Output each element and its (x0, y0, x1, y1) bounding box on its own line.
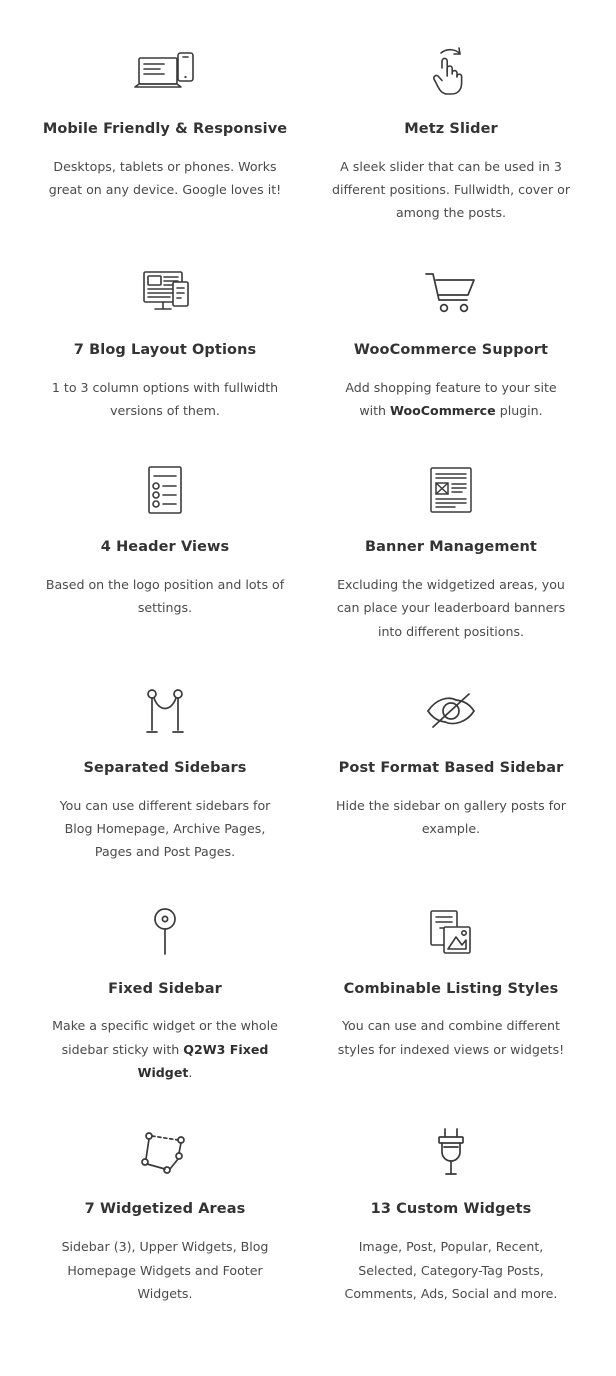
feature-item (308, 251, 594, 448)
pin-icon (147, 904, 183, 960)
feature-title: Fixed Sidebar (108, 980, 222, 997)
feature-item (308, 448, 594, 669)
feature-item (22, 669, 308, 890)
feature-title: Banner Management (365, 539, 537, 556)
feature-description: Based on the logo position and lots of settings. (45, 577, 285, 616)
feature-description: Hide the sidebar on gallery posts for example. (336, 797, 566, 837)
feature-item (22, 448, 308, 669)
blog-layout-icon (138, 265, 192, 321)
feature-title: 7 Widgetized Areas (84, 1201, 246, 1218)
feature-title: Metz Slider (404, 121, 498, 137)
feature-title: WooCommerce Support (353, 341, 549, 358)
list-view-icon (140, 462, 190, 518)
feature-item (308, 1110, 594, 1331)
desc-post: plugin. (495, 402, 543, 418)
desc-post: . (188, 1065, 193, 1081)
laptop-mobile-icon (134, 44, 196, 100)
feature-title: 13 Custom Widgets (370, 1201, 532, 1218)
feature-item (22, 251, 308, 448)
desc-strong: Q2W3 Fixed Widget (137, 1041, 269, 1081)
shopping-cart-icon (422, 265, 480, 321)
feature-description: A sleek slider that can be used in 3 different positions. Fullwidth, cover or among the posts. (331, 158, 571, 221)
feature-item (308, 890, 594, 1111)
feature-title: Mobile Friendly & Responsive (42, 121, 288, 137)
newspaper-icon (425, 462, 477, 518)
feature-title: 7 Blog Layout Options (73, 341, 257, 358)
desc-pre: Make a specific widget or the whole sidebar sticky with (52, 1018, 278, 1057)
feature-item (22, 1110, 308, 1331)
feature-description: You can use and combine different styles for indexed views or widgets! (337, 1018, 565, 1057)
rope-barrier-icon (141, 683, 189, 739)
network-nodes-icon (137, 1124, 193, 1180)
feature-description: Image, Post, Popular, Recent, Selected, Category-Tag Posts, Comments, Ads, Social and more. (344, 1239, 558, 1301)
feature-description (331, 376, 571, 423)
feature-item (308, 30, 594, 251)
feature-description: You can use different sidebars for Blog Homepage, Archive Pages, Pages and Post Pages. (59, 797, 271, 860)
feature-title: Separated Sidebars (83, 759, 247, 776)
feature-title: 4 Header Views (100, 539, 230, 556)
feature-title: Post Format Based Sidebar (338, 759, 564, 776)
layered-cards-icon (426, 904, 476, 960)
feature-item (308, 669, 594, 890)
desc-strong: WooCommerce (390, 402, 496, 418)
feature-description: Sidebar (3), Upper Widgets, Blog Homepage Widgets and Footer Widgets. (61, 1239, 269, 1301)
feature-title: Combinable Listing Styles (343, 980, 559, 997)
feature-description: Desktops, tablets or phones. Works great on any device. Google loves it! (48, 158, 282, 198)
feature-description: Excluding the widgetized areas, you can place your leaderboard banners into different positions. (336, 577, 566, 639)
feature-item (22, 30, 308, 251)
eye-slash-icon (423, 683, 479, 739)
feature-item (22, 890, 308, 1111)
plug-icon (431, 1124, 471, 1180)
desc-pre: Add shopping feature to your site with (345, 379, 557, 418)
feature-description: 1 to 3 column options with fullwidth versions of them. (51, 379, 279, 418)
hand-swipe-icon (427, 44, 475, 100)
feature-description (45, 1014, 285, 1084)
